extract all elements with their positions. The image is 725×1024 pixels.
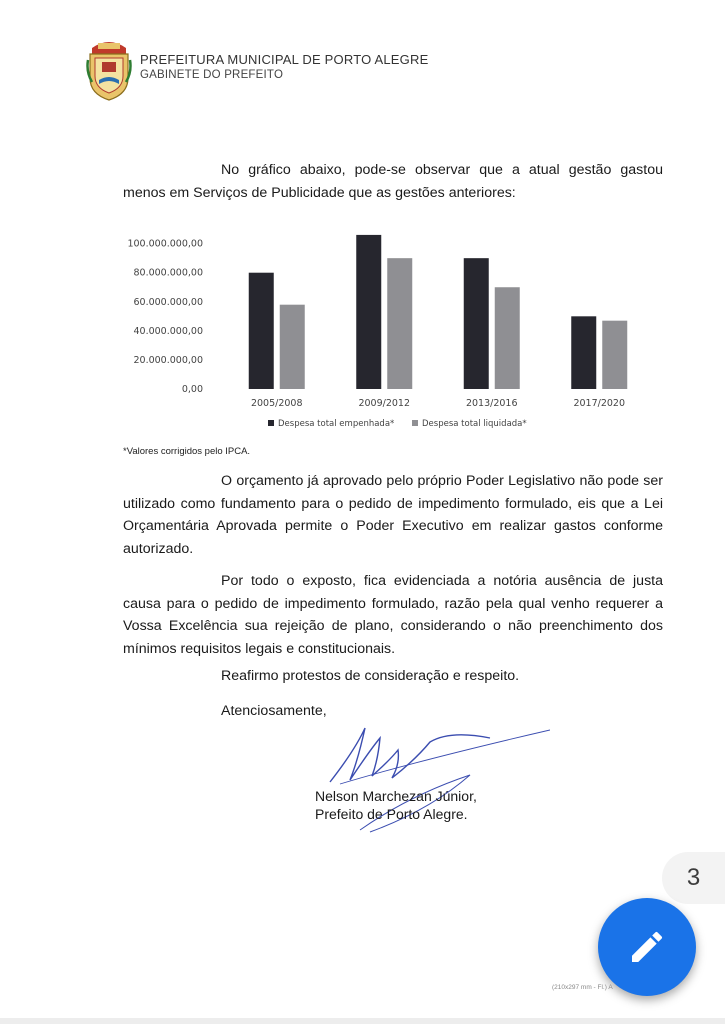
- closing-respects: Reafirmo protestos de consideração e respeito.: [221, 668, 520, 684]
- header-title: PREFEITURA MUNICIPAL DE PORTO ALEGRE: [140, 52, 429, 67]
- bar: [495, 287, 520, 389]
- bar: [249, 273, 274, 389]
- legend-swatch: [412, 420, 418, 426]
- bar: [571, 316, 596, 389]
- x-tick-label: 2017/2020: [573, 398, 626, 409]
- paragraph-budget-text: O orçamento já aprovado pelo próprio Poder Legislativo não pode ser utilizado como fundamento para o pedido de impedimento formulado, eis que a Lei Orçamentária Aprovada permite o Poder Executivo em realizar gastos conforme autorizado.: [123, 473, 663, 557]
- x-tick-label: 2009/2012: [358, 398, 411, 409]
- bar: [356, 235, 381, 389]
- bar: [602, 321, 627, 389]
- y-tick-label: 60.000.000,00: [133, 296, 203, 308]
- paragraph-budget: [123, 470, 663, 560]
- pencil-icon: [627, 927, 667, 967]
- paragraph-conclusion-text: Por todo o exposto, fica evidenciada a notória ausência de justa causa para o pedido de impedimento formulado, razão pela qual venho requerer a Vossa Excelência sua rejeição de plano, considerando o não preenchimento dos mínimos requisitos legais e constitucionais.: [123, 573, 663, 657]
- y-tick-label: 20.000.000,00: [133, 354, 203, 366]
- y-tick-label: 0,00: [181, 384, 203, 395]
- viewer-bottom-bar: [0, 1018, 725, 1024]
- page-number-badge: 3: [662, 852, 725, 904]
- x-tick-label: 2005/2008: [250, 398, 303, 409]
- y-tick-label: 100.000.000,00: [127, 238, 203, 250]
- paper-size-note: (210x297 mm - Fl.) A: [552, 984, 613, 991]
- bar: [464, 258, 489, 389]
- x-tick-label: 2013/2016: [465, 398, 518, 409]
- spending-chart: [123, 228, 663, 438]
- y-tick-label: 80.000.000,00: [133, 267, 203, 279]
- header-subtitle: GABINETE DO PREFEITO: [140, 69, 284, 81]
- paragraph-conclusion: [123, 570, 663, 660]
- signer-name: Nelson Marchezan Júnior,: [315, 788, 477, 804]
- edit-button[interactable]: [598, 898, 696, 996]
- bar: [280, 305, 305, 389]
- intro-paragraph: [123, 159, 663, 204]
- closing-salutation: Atenciosamente,: [221, 703, 327, 719]
- signer-title: Prefeito de Porto Alegre.: [315, 806, 468, 822]
- y-tick-label: 40.000.000,00: [133, 325, 203, 337]
- intro-text: No gráfico abaixo, pode-se observar que a atual gestão gastou menos em Serviços de Publicidade que as gestões anteriores:: [123, 162, 663, 201]
- legend-swatch: [268, 420, 274, 426]
- legend-label: Despesa total liquidada*: [422, 419, 527, 429]
- signature-block: [315, 787, 477, 823]
- bar-chart: [123, 228, 663, 438]
- legend-label: Despesa total empenhada*: [278, 419, 395, 429]
- bar: [387, 258, 412, 389]
- chart-footnote: *Valores corrigidos pelo IPCA.: [123, 446, 251, 457]
- coat-of-arms-icon: [86, 40, 132, 102]
